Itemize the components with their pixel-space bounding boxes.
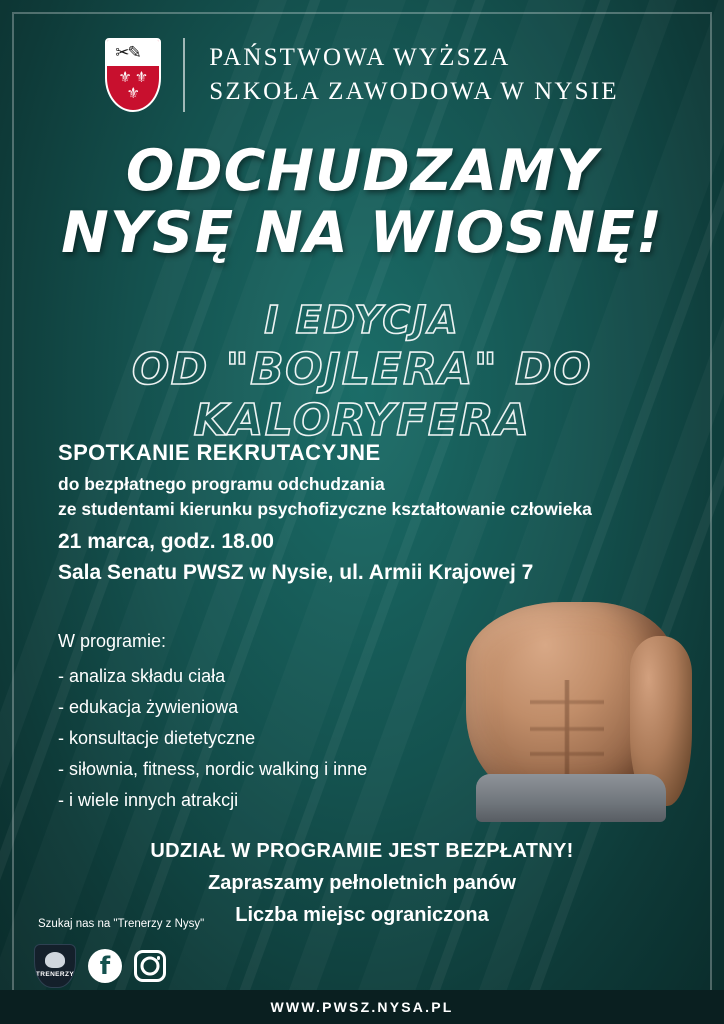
meeting-heading: SPOTKANIE REKRUTACYJNE: [58, 440, 381, 465]
meeting-desc-line1: do bezpłatnego programu odchudzania: [58, 474, 385, 494]
meeting-desc-line2: ze studentami kierunku psychofizyczne kształtowanie człowieka: [58, 499, 592, 519]
website-url[interactable]: WWW.PWSZ.NYSA.PL: [270, 999, 454, 1015]
meeting-info: [58, 440, 592, 585]
facebook-icon[interactable]: f: [88, 949, 122, 983]
bottom-statements: [0, 840, 724, 927]
meeting-date: 21 marca, godz. 18.00: [58, 530, 274, 553]
university-name-line2: SZKOŁA ZAWODOWA W NYSIE: [209, 78, 619, 105]
program-heading: W programie:: [58, 631, 167, 651]
title-line-2: NYSĘ NA WIOSNĘ!: [61, 200, 663, 266]
social-label: Szukaj nas na "Trenerzy z Nysy": [38, 918, 205, 930]
program-item: - konsultacje dietetyczne: [58, 728, 256, 748]
program-list: [58, 626, 367, 816]
program-item: - edukacja żywieniowa: [58, 697, 239, 717]
title-line-1: ODCHUDZAMY: [125, 138, 599, 204]
program-item: - siłownia, fitness, nordic walking i inne: [58, 759, 368, 779]
statement-invite: Zapraszamy pełnoletnich panów: [208, 872, 516, 894]
fitness-photo: [448, 592, 698, 830]
statement-limited: Liczba miejsc ograniczona: [235, 904, 489, 926]
program-item: - i wiele innych atrakcji: [58, 790, 239, 810]
subtitle-edition: I EDYCJA: [264, 298, 460, 342]
university-name: [209, 41, 618, 109]
social-links: [34, 944, 166, 988]
subtitle-slogan: OD "BOJLERA" DO KALORYFERA: [131, 344, 593, 446]
meeting-place: Sala Senatu PWSZ w Nysie, ul. Armii Krajowej 7: [58, 561, 534, 584]
statement-free: UDZIAŁ W PROGRAMIE JEST BEZPŁATNY!: [150, 840, 574, 862]
poster-title: [0, 140, 724, 264]
abs-shading: [530, 680, 604, 776]
pants-shape: [476, 774, 666, 822]
footer-bar: [0, 990, 724, 1024]
instagram-icon[interactable]: [134, 950, 166, 982]
program-item: - analiza składu ciała: [58, 666, 226, 686]
trenerzy-logo-icon[interactable]: TRENERZY: [34, 944, 76, 988]
poster-header: [0, 38, 724, 112]
header-divider: [183, 38, 185, 112]
university-crest-icon: ✂✎ ⚜ ⚜ ⚜: [105, 38, 161, 112]
university-name-line1: PAŃSTWOWA WYŻSZA: [209, 44, 511, 71]
